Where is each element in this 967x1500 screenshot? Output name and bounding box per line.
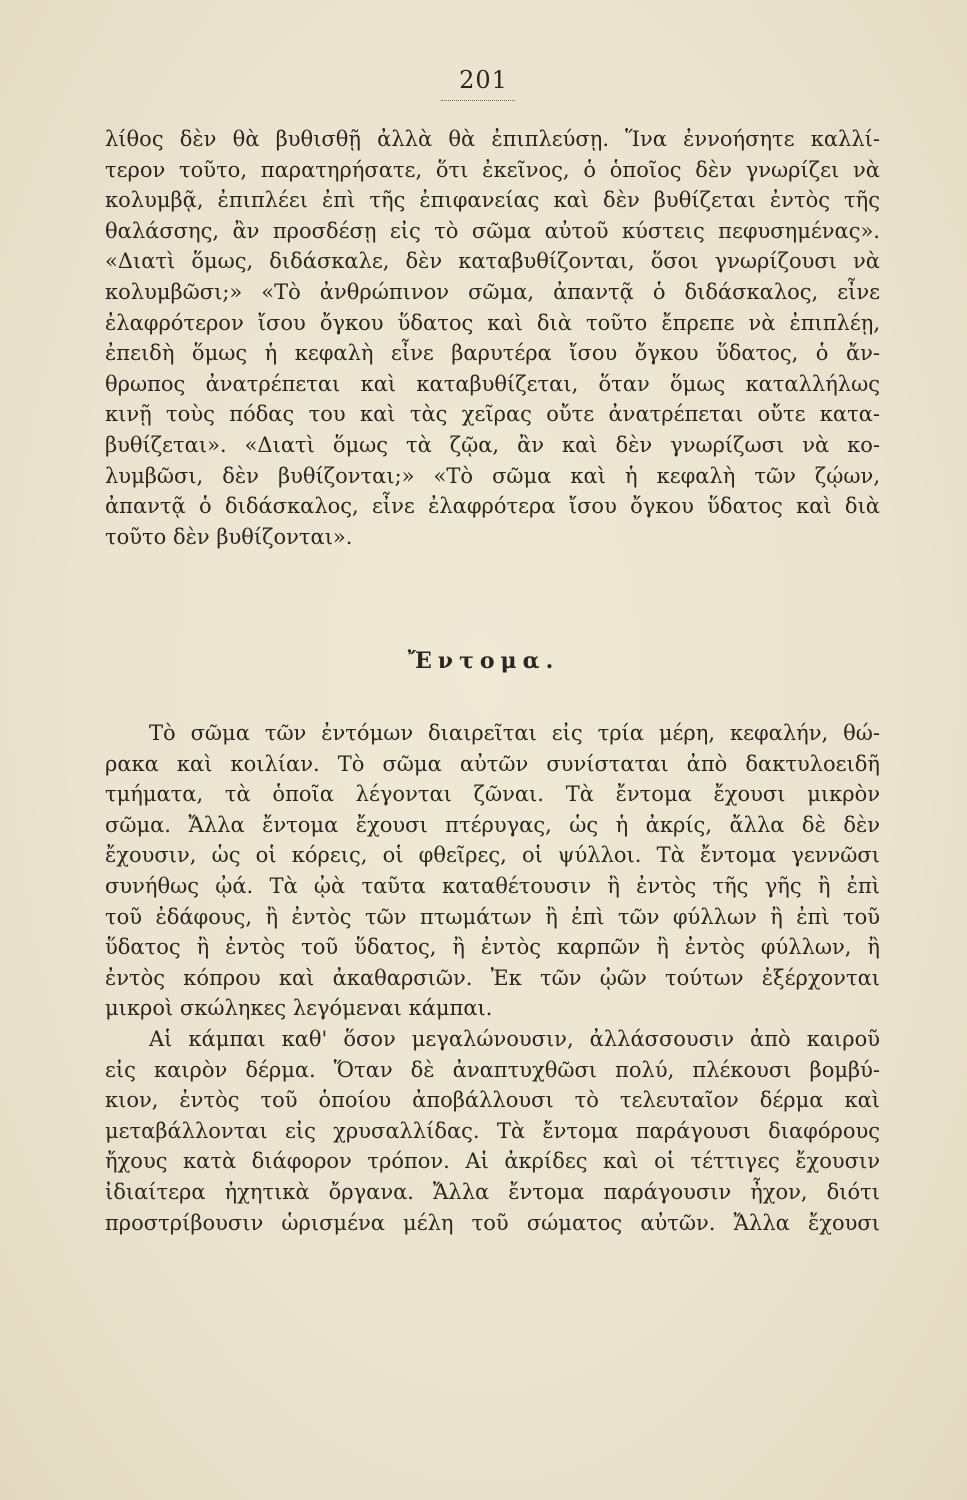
section-heading: Ἔντομα. (407, 648, 560, 674)
page-number: 201 (459, 66, 508, 94)
text-line: Αἱ κάμπαι καθ' ὅσον μεγαλώνουσιν, ἀλλάσσουσιν ἀπὸ καιροῦ (149, 1026, 880, 1051)
text-line: θρωπος ἀνατρέπεται καὶ καταβυθίζεται, ὅταν ὅμως καταλλήλως (105, 371, 880, 396)
text-line: λυμβῶσι, δὲν βυθίζονται;» «Τὸ σῶμα καὶ ἡ κεφαλὴ τῶν ζῴων, (105, 463, 880, 488)
text-line: ἐπειδὴ ὅμως ἡ κεφαλὴ εἶνε βαρυτέρα ἴσου ὄγκου ὕδατος, ὁ ἄν- (105, 341, 880, 366)
text-line: προστρίβουσιν ὡρισμένα μέλη τοῦ σώματος αὐτῶν. Ἄλλα ἔχουσι (105, 1210, 880, 1235)
text-line: κινῇ τοὺς πόδας του καὶ τὰς χεῖρας οὔτε ἀνατρέπεται οὔτε κατα- (105, 402, 880, 427)
text-line: μικροὶ σκώληκες λεγόμεναι κάμπαι. (105, 996, 493, 1021)
text-line: ἐλαφρότερον ἴσου ὄγκου ὕδατος καὶ διὰ τοῦτο ἔπρεπε νὰ ἐπιπλέῃ, (105, 310, 880, 335)
text-line: τερον τοῦτο, παρατηρήσατε, ὅτι ἐκεῖνος, ὁ ὁποῖος δὲν γνωρίζει νὰ (105, 157, 880, 182)
text-line: τοῦτο δὲν βυθίζονται». (105, 524, 353, 549)
text-line: ἀπαντᾷ ὁ διδάσκαλος, εἶνε ἐλαφρότερα ἴσου ὄγκου ὕδατος καὶ διὰ (105, 494, 880, 519)
text-line: σῶμα. Ἄλλα ἔντομα ἔχουσι πτέρυγας, ὡς ἡ ἀκρίς, ἄλλα δὲ δὲν (105, 812, 880, 837)
text-line: κολυμβᾷ, ἐπιπλέει ἐπὶ τῆς ἐπιφανείας καὶ δὲν βυθίζεται ἐντὸς τῆς (105, 188, 880, 213)
text-line: ἤχους κατὰ διάφορον τρόπον. Αἱ ἀκρίδες καὶ οἱ τέττιγες ἔχουσιν (105, 1149, 880, 1174)
text-line: εἰς καιρὸν δέρμα. Ὅταν δὲ ἀναπτυχθῶσι πολύ, πλέκουσι βομβύ- (105, 1057, 880, 1082)
text-line: Τὸ σῶμα τῶν ἐντόμων διαιρεῖται εἰς τρία μέρη, κεφαλήν, θώ- (149, 721, 880, 745)
text-line: ἐντὸς κόπρου καὶ ἀκαθαρσιῶν. Ἐκ τῶν ᾠῶν τούτων ἐξέρχονται (105, 965, 880, 990)
text-line: ἔχουσιν, ὡς οἱ κόρεις, οἱ φθεῖρες, οἱ ψύλλοι. Τὰ ἔντομα γεννῶσι (105, 843, 880, 868)
text-line: συνήθως ᾠά. Τὰ ᾠὰ ταῦτα καταθέτουσιν ἢ ἐντὸς τῆς γῆς ἢ ἐπὶ (105, 873, 880, 898)
text-line: τοῦ ἐδάφους, ἢ ἐντὸς τῶν πτωμάτων ἢ ἐπὶ τῶν φύλλων ἢ ἐπὶ τοῦ (105, 904, 880, 929)
text-line: ρακα καὶ κοιλίαν. Τὸ σῶμα αὐτῶν συνίσταται ἀπὸ δακτυλοειδῆ (105, 751, 880, 776)
text-line: «Διατὶ ὅμως, διδάσκαλε, δὲν καταβυθίζονται, ὅσοι γνωρίζουσι νὰ (105, 249, 880, 274)
text-line: κολυμβῶσι;» «Τὸ ἀνθρώπινον σῶμα, ἀπαντᾷ ὁ διδάσκαλος, εἶνε (105, 279, 880, 304)
paragraph-top (105, 124, 880, 552)
text-line: θαλάσσης, ἂν προσδέσῃ εἰς τὸ σῶμα αὐτοῦ κύστεις πεφυσημένας». (105, 218, 880, 243)
text-line: λίθος δὲν θὰ βυθισθῇ ἀλλὰ θὰ ἐπιπλεύσῃ. Ἵνα ἐννοήσητε καλλί- (105, 127, 880, 151)
text-line: ὕδατος ἢ ἐντὸς τοῦ ὕδατος, ἢ ἐντὸς καρπῶν ἢ ἐντὸς φύλλων, ἢ (105, 935, 880, 960)
text-line: κιον, ἐντὸς τοῦ ὁποίου ἀποβάλλουσι τὸ τελευταῖον δέρμα καὶ (105, 1088, 880, 1113)
page-number-rule (441, 100, 515, 101)
text-line: μεταβάλλονται εἰς χρυσαλλίδας. Τὰ ἔντομα παράγουσι διαφόρους (105, 1118, 880, 1143)
text-line: ἰδιαίτερα ἠχητικὰ ὄργανα. Ἄλλα ἔντομα παράγουσιν ἦχον, διότι (105, 1179, 880, 1204)
paragraph-bottom (105, 718, 880, 1238)
text-line: βυθίζεται». «Διατὶ ὅμως τὰ ζῷα, ἂν καὶ δὲν γνωρίζωσι νὰ κο- (105, 432, 880, 457)
text-line: τμήματα, τὰ ὁποῖα λέγονται ζῶναι. Τὰ ἔντομα ἔχουσι μικρὸν (105, 782, 880, 807)
